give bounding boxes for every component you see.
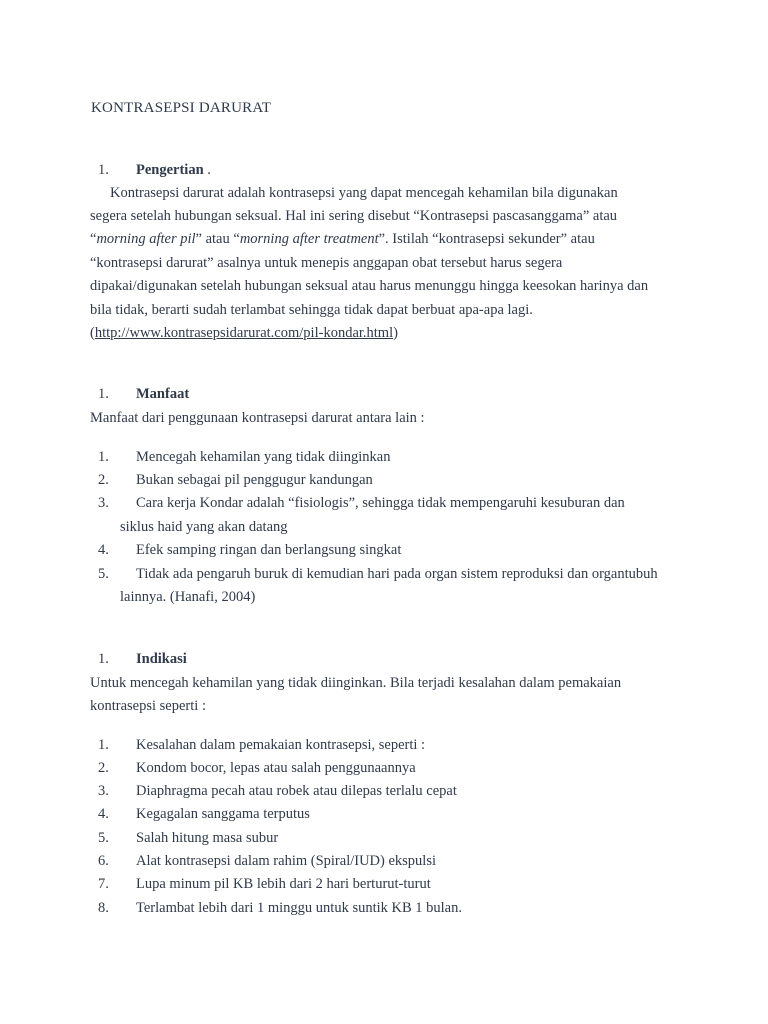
list-item: Terlambat lebih dari 1 minggu untuk suntik KB 1 bulan. — [136, 900, 462, 916]
list-item-number: 4. — [98, 806, 109, 822]
paren: ) — [393, 325, 398, 341]
paragraph-line: “kontrasepsi darurat” asalnya untuk menepis anggapan obat tersebut harus segera — [90, 255, 563, 271]
paragraph-line — [90, 230, 595, 248]
quote-mark: “ — [90, 231, 97, 247]
paragraph-line — [90, 324, 398, 342]
paragraph-line: Kontrasepsi darurat adalah kontrasepsi yang dapat mencegah kehamilan bila digunakan — [110, 185, 618, 201]
paren: ( — [90, 325, 95, 341]
list-item-continuation: siklus haid yang akan datang — [120, 519, 288, 535]
list-item: Mencegah kehamilan yang tidak diinginkan — [136, 449, 391, 465]
text-fragment: ”. Istilah “kontrasepsi sekunder” atau — [378, 231, 595, 247]
list-item-number: 3. — [98, 495, 109, 511]
list-item-number: 7. — [98, 876, 109, 892]
list-item-number: 2. — [98, 760, 109, 776]
heading-text: Pengertian — [136, 162, 204, 178]
section-heading-pengertian — [136, 161, 211, 179]
list-item: Lupa minum pil KB lebih dari 2 hari berturut-turut — [136, 876, 431, 892]
list-item: Cara kerja Kondar adalah “fisiologis”, sehingga tidak mempengaruhi kesuburan dan — [136, 495, 625, 511]
section-number: 1. — [98, 162, 109, 178]
list-item: Kesalahan dalam pemakaian kontrasepsi, seperti : — [136, 737, 426, 753]
section-heading-indikasi: Indikasi — [136, 651, 187, 667]
list-item-number: 5. — [98, 566, 109, 582]
list-item-continuation: lainnya. (Hanafi, 2004) — [120, 589, 256, 605]
list-item: Alat kontrasepsi dalam rahim (Spiral/IUD) ekspulsi — [136, 853, 437, 869]
list-item: Diaphragma pecah atau robek atau dilepas terlalu cepat — [136, 783, 457, 799]
list-item-number: 2. — [98, 472, 109, 488]
document-title: KONTRASEPSI DARURAT — [91, 100, 272, 116]
list-item-number: 6. — [98, 853, 109, 869]
text-fragment: ” atau “ — [195, 231, 240, 247]
paragraph-line: dipakai/digunakan setelah hubungan seksual atau harus menunggu hingga keesokan harinya dan — [90, 278, 649, 294]
section-intro: kontrasepsi seperti : — [90, 698, 206, 714]
list-item-number: 1. — [98, 737, 109, 753]
heading-suffix: . — [203, 162, 211, 178]
list-item-number: 5. — [98, 830, 109, 846]
section-intro: Manfaat dari penggunaan kontrasepsi darurat antara lain : — [90, 410, 425, 426]
paragraph-line: segera setelah hubungan seksual. Hal ini sering disebut “Kontrasepsi pascasanggama” atau — [90, 208, 618, 224]
section-number: 1. — [98, 386, 109, 402]
list-item: Bukan sebagai pil penggugur kandungan — [136, 472, 373, 488]
section-intro: Untuk mencegah kehamilan yang tidak diinginkan. Bila terjadi kesalahan dalam pemakaian — [90, 675, 622, 691]
section-number: 1. — [98, 651, 109, 667]
paragraph-line: bila tidak, berarti sudah terlambat sehingga tidak dapat berbuat apa-apa lagi. — [90, 302, 533, 318]
list-item-number: 1. — [98, 449, 109, 465]
italic-term: morning after treatment — [239, 231, 379, 247]
source-link[interactable]: http://www.kontrasepsidarurat.com/pil-kondar.html — [94, 325, 394, 341]
list-item-number: 8. — [98, 900, 109, 916]
list-item: Kegagalan sanggama terputus — [136, 806, 310, 822]
list-item: Salah hitung masa subur — [136, 830, 279, 846]
list-item-number: 4. — [98, 542, 109, 558]
list-item: Kondom bocor, lepas atau salah penggunaannya — [136, 760, 416, 776]
italic-term: morning after pil — [96, 231, 196, 247]
list-item-number: 3. — [98, 783, 109, 799]
section-heading-manfaat: Manfaat — [136, 386, 190, 402]
list-item: Efek samping ringan dan berlangsung singkat — [136, 542, 402, 558]
list-item: Tidak ada pengaruh buruk di kemudian hari pada organ sistem reproduksi dan organtubuh — [136, 566, 658, 582]
